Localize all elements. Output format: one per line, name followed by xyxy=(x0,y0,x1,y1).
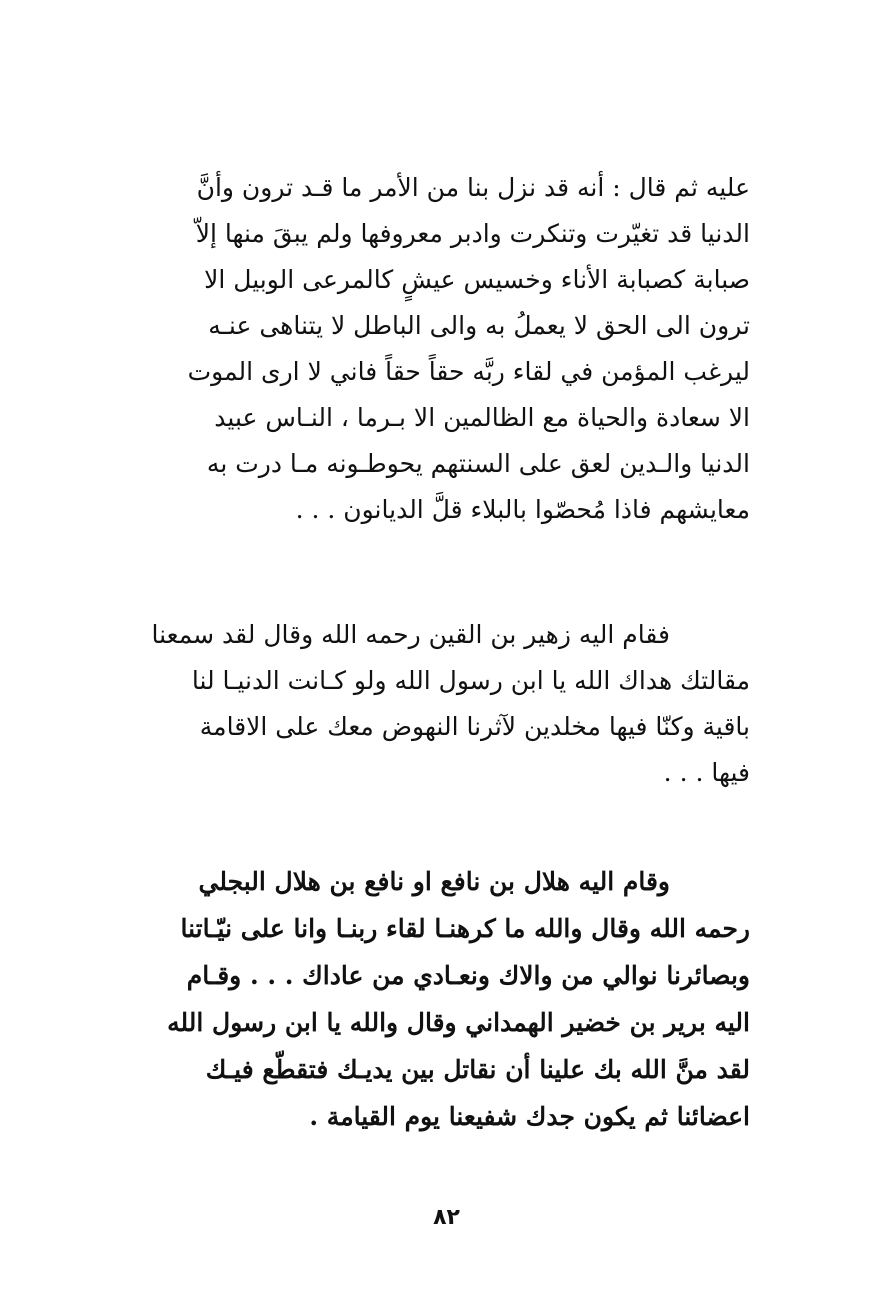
paragraph-line: الا سعادة والحياة مع الظالمين الا بـرما ، النـاس عبيد xyxy=(214,403,750,432)
paragraph-line: ليرغب المؤمن في لقاء ربَّه حقاً حقاً فاني لا ارى الموت xyxy=(187,357,750,386)
paragraph-line: معايشهم فاذا مُحصّوا بالبلاء قلَّ الديانون . . . xyxy=(295,495,750,524)
page-number: ٨٢ xyxy=(433,1205,460,1230)
paragraph-line: فيها . . . xyxy=(663,758,750,787)
paragraph-line: لقد منَّ الله بك علينا أن نقاتل بين يديـك فتقطّع فيـك xyxy=(205,1055,750,1084)
paragraph-line: اعضائنا ثم يكون جدك شفيعنا يوم القيامة . xyxy=(309,1102,750,1131)
paragraph-line: باقية وكنّا فيها مخلدين لآثرنا النهوض معك على الاقامة xyxy=(199,712,750,741)
paragraph-line: وقام اليه هلال بن نافع او نافع بن هلال البجلي xyxy=(198,867,670,896)
paragraph-line: مقالتك هداك الله يا ابن رسول الله ولو كـانت الدنيـا لنا xyxy=(191,666,750,695)
paragraph-line: صبابة كصبابة الأناء وخسيس عيشٍ كالمرعى الوبيل الا xyxy=(204,265,750,294)
paragraph-line: وبصائرنا نوالي من والاك ونعـادي من عاداك . . . وقـام xyxy=(186,961,750,990)
paragraph-line: رحمه الله وقال والله ما كرهنـا لقاء ربنـا وانا على نيّـاتنا xyxy=(180,914,750,943)
paragraph-line: الدنيا والـدين لعق على السنتهم يحوطـونه مـا درت به xyxy=(206,449,750,478)
paragraph-2 xyxy=(136,612,750,796)
paragraph-line: الدنيا قد تغيّرت وتنكرت وادبر معروفها ولم يبقَ منها إلاّ xyxy=(195,219,750,248)
paragraph-line: فقام اليه زهير بن القين رحمه الله وقال لقد سمعنا xyxy=(151,620,670,649)
paragraph-line: عليه ثم قال : أنه قد نزل بنا من الأمر ما قـد ترون وأنَّ xyxy=(196,173,750,202)
paragraph-3 xyxy=(136,858,750,1140)
paragraph-line: اليه برير بن خضير الهمداني وقال والله يا ابن رسول الله xyxy=(167,1008,750,1037)
paragraph-line: ترون الى الحق لا يعملُ به والى الباطل لا يتناهى عنـه xyxy=(208,311,750,340)
paragraph-1 xyxy=(136,165,750,533)
